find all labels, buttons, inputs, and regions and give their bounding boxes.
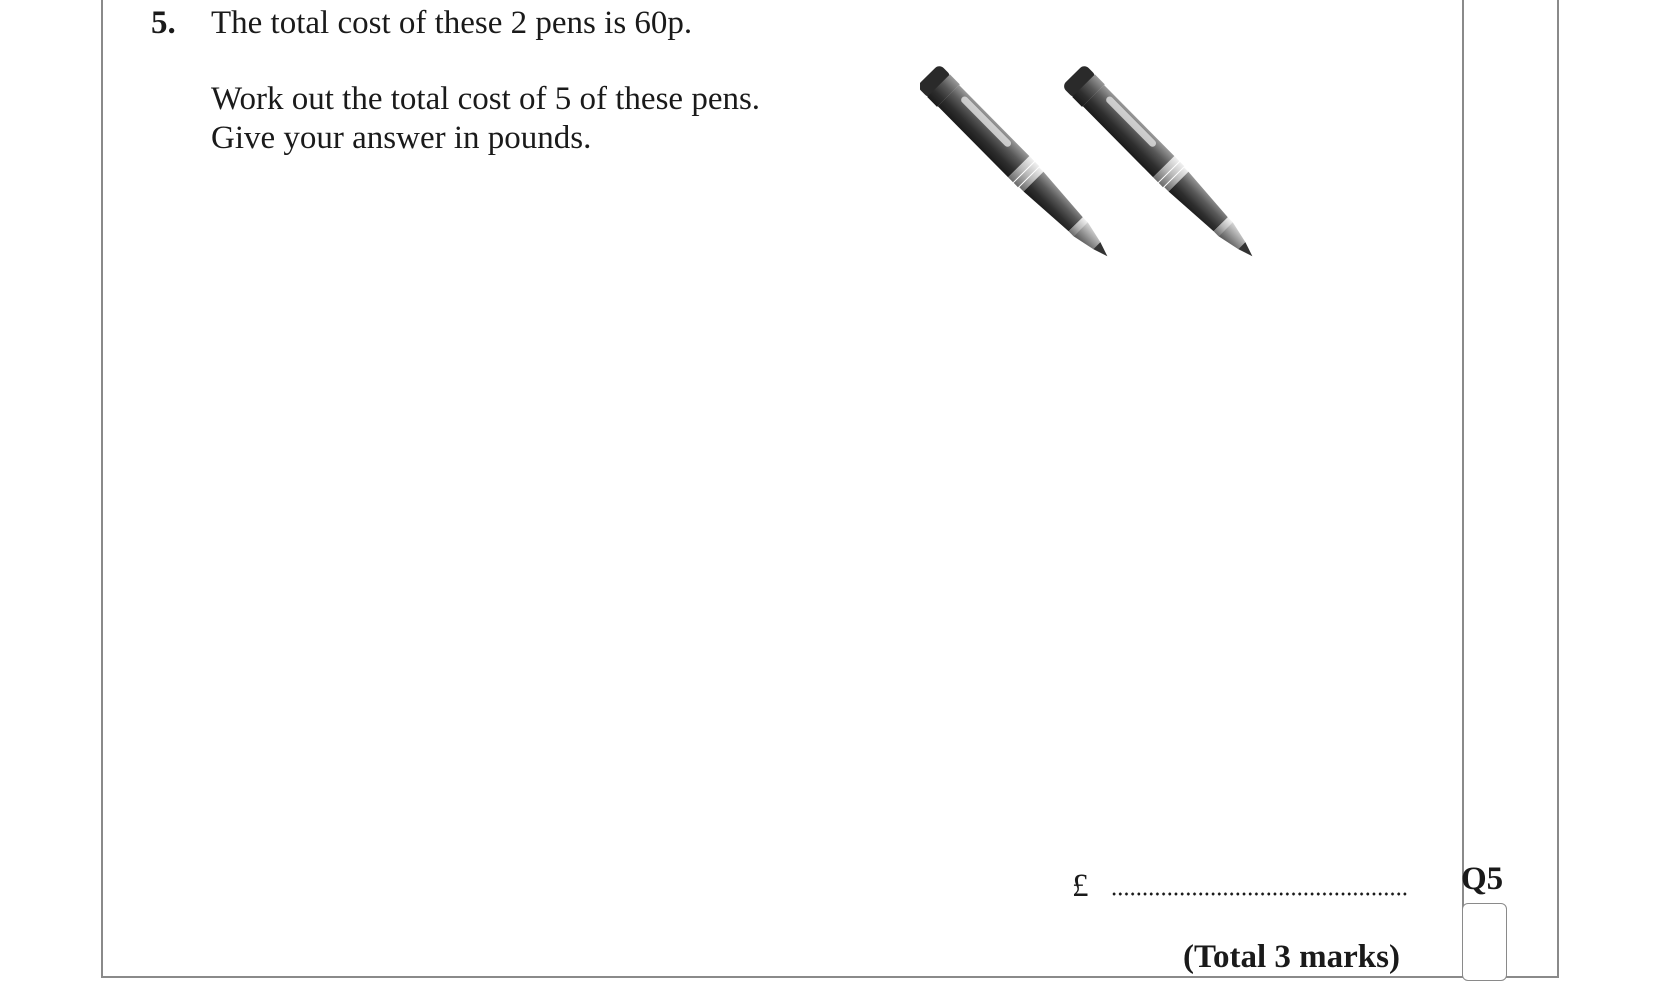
instruction-line: Work out the total cost of 5 of these pens. — [211, 81, 761, 117]
question-instructions — [211, 80, 760, 158]
question-number: 5. — [151, 5, 176, 41]
currency-symbol: £ — [1072, 868, 1089, 904]
margin-question-label: Q5 — [1461, 861, 1504, 897]
total-marks: (Total 3 marks) — [1183, 939, 1400, 975]
examiner-mark-box — [1462, 903, 1507, 981]
answer-area — [1072, 866, 1407, 916]
pens-figure — [920, 55, 1300, 285]
marking-margin-border — [1462, 0, 1464, 978]
page-border-left — [101, 0, 103, 978]
question-stem: The total cost of these 2 pens is 60p. — [211, 5, 693, 41]
page-border-right — [1557, 0, 1559, 978]
answer-line[interactable] — [1111, 866, 1407, 896]
instruction-line: Give your answer in pounds. — [211, 120, 592, 156]
